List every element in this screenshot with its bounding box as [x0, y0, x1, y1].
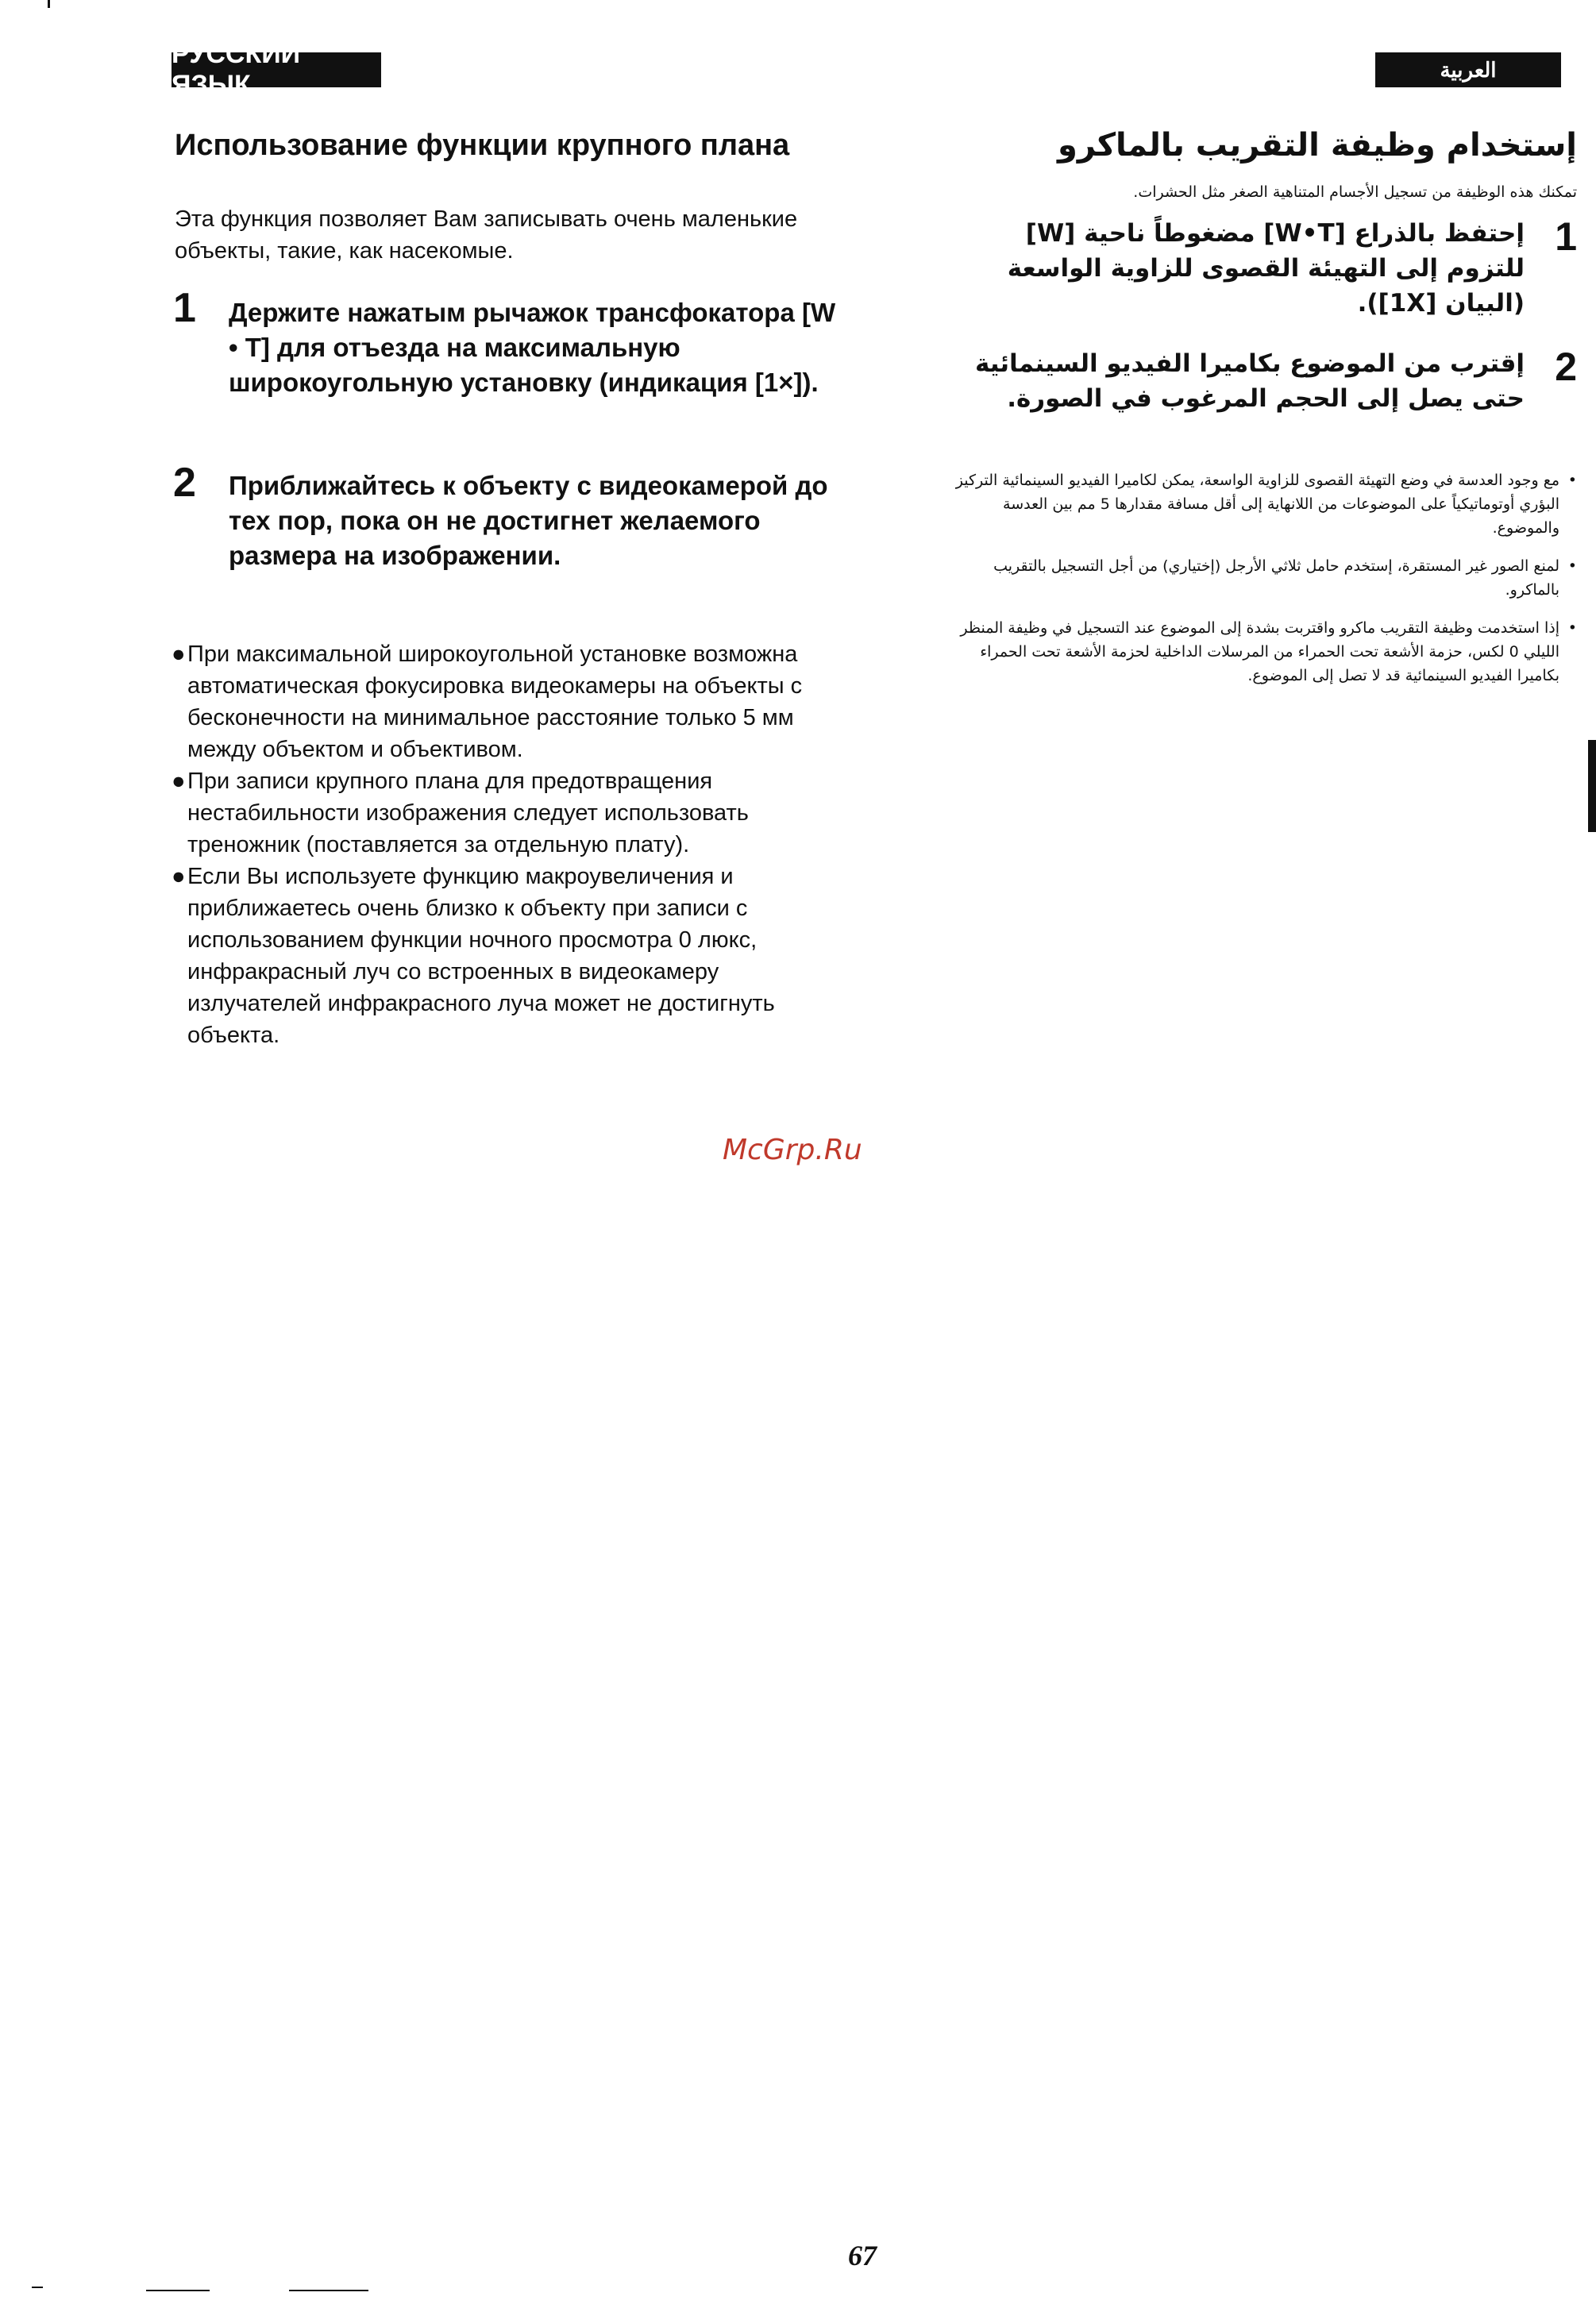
arabic-section-title: إستخدام وظيفة التقريب بالماكرو [1057, 127, 1577, 164]
bullet-icon: ● [172, 641, 186, 667]
arabic-intro-text: تمكنك هذه الوظيفة من تسجيل الأجسام المتناهية الصغر مثل الحشرات. [1133, 183, 1577, 201]
note-text: إذا استخدمت وظيفة التقريب ماكرو واقتربت بشدة إلى الموضوع عند التسجيل في وظيفة المنظر الليلي 0 لكس، حزمة الأشعة تحت الحمراء من المرسلات الداخلية لحزمة الأشعة تحت الحمراء بكاميرا الفيديو السينمائية قد لا تصل إلى الموضوع. [960, 619, 1559, 684]
step-text: إقترب من الموضوع بكاميرا الفيديو السينمائية حتى يصل إلى الحجم المرغوب في الصورة. [974, 349, 1525, 413]
step-number: 1 [173, 285, 196, 331]
list-item [942, 468, 1577, 540]
crop-mark [32, 2287, 43, 2288]
step-number: 2 [173, 460, 196, 506]
crop-mark [289, 2290, 368, 2291]
list-item [942, 554, 1577, 602]
list-item [172, 765, 838, 861]
note-text: لمنع الصور غير المستقرة، إستخدم حامل ثلاثي الأرجل (إختياري) من أجل التسجيل بالتقريب بالماكرو. [993, 557, 1559, 599]
bullet-icon: • [1567, 619, 1577, 637]
crop-mark [146, 2290, 210, 2291]
bullet-icon: ● [172, 769, 186, 794]
russian-section-title: Использование функции крупного плана [175, 129, 790, 162]
step-text: Держите нажатым рычажок трансфокатора [W • T] для отъезда на максимальную широкоугольную установку (индикация [1×]). [229, 298, 836, 397]
russian-notes-list [172, 638, 838, 1051]
russian-intro-text: Эта функция позволяет Вам записывать очень маленькие объекты, такие, как насекомые. [175, 206, 798, 264]
note-text: При записи крупного плана для предотвращения нестабильности изображения следует использовать треножник (поставляется за отдельную плату). [187, 769, 749, 857]
language-label-russian: РУССКИЙ ЯЗЫК [172, 52, 381, 87]
step-number: 2 [1555, 345, 1577, 389]
crop-mark [48, 0, 50, 8]
list-item [172, 861, 838, 1051]
note-text: При максимальной широкоугольной установке возможна автоматическая фокусировка видеокамеры на объекты с бесконечности на минимальное расстояние только 5 мм между объектом и объективом. [187, 641, 803, 762]
bullet-icon: ● [172, 864, 186, 889]
list-item [942, 616, 1577, 688]
step-text: Приближайтесь к объекту с видеокамерой до тех пор, пока он не достигнет желаемого размера на изображении. [229, 471, 828, 570]
list-item [172, 638, 838, 765]
step-text: إحتفظ بالذراع [W•T] مضغوطاً ناحية [W] للتزوم إلى التهيئة القصوى للزاوية الواسعة (البيان [1X]). [1007, 219, 1525, 318]
note-text: Если Вы используете функцию макроувеличения и приближаетесь очень близко к объекту при записи с использованием функции ночного просмотра 0 люкс, инфракрасный луч со встроенных в видеокамеру излучателей инфракрасного луча может не достигнуть объекта. [187, 864, 775, 1048]
note-text: مع وجود العدسة في وضع التهيئة القصوى للزاوية الواسعة، يمكن لكاميرا الفيديو السينمائية التركيز البؤري أوتوماتيكياً على الموضوعات من اللانهاية إلى أقل مسافة مقدارها 5 مم بين العدسة والموضوع. [955, 472, 1559, 537]
thumb-index-tab [1588, 740, 1596, 832]
arabic-notes-list [942, 468, 1577, 702]
language-label-arabic: العربية [1375, 52, 1561, 87]
step-number: 1 [1555, 214, 1577, 259]
bullet-icon: • [1567, 472, 1577, 489]
page-number: 67 [848, 2240, 877, 2271]
bullet-icon: • [1567, 557, 1577, 575]
watermark-text: McGrp.Ru [723, 1134, 862, 1166]
